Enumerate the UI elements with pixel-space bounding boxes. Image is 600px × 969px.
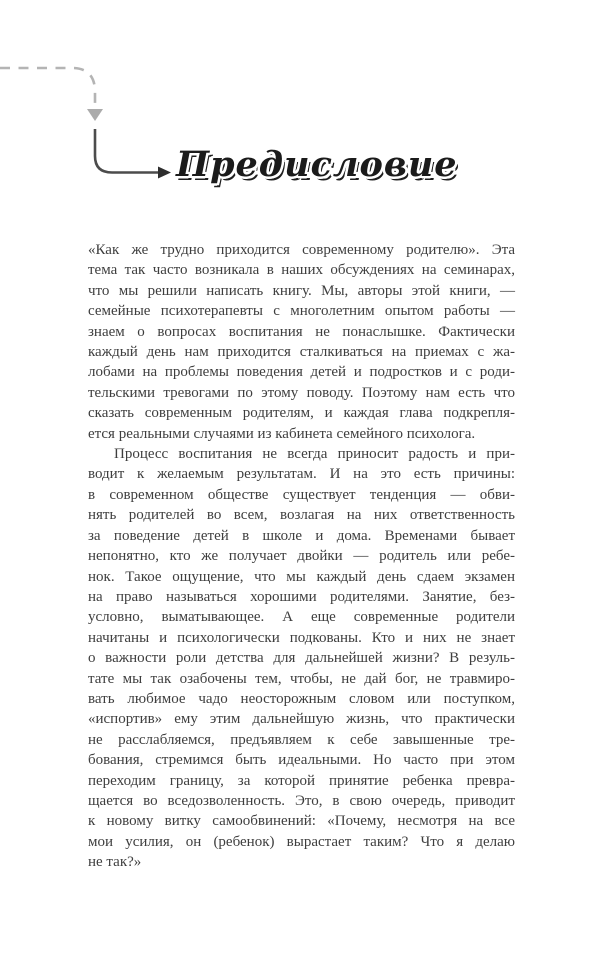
chapter-title: Предисловие (176, 144, 458, 185)
text-line: тема так часто возникала в наших обсуждениях на семинарах, (88, 262, 515, 279)
text-line: «испортив» ему этим дальнейшую жизнь, что практически (88, 711, 515, 728)
text-line: сказать современным родителям, и каждая глава подкрепля- (88, 405, 515, 422)
text-line: к новому витку самообвинений: «Почему, несмотря на все (88, 813, 515, 830)
text-line: Процесс воспитания не всегда приносит радость и при- (114, 446, 515, 463)
text-line: «Как же трудно приходится современному родителю». Эта (88, 242, 515, 258)
text-line: условно, выматывающее. А еще современные родители (88, 609, 515, 626)
text-line: переходим границу, за которой принятие ребенка превра- (88, 772, 515, 789)
text-line: за поведение детей в школе и дома. Временами бывает (88, 527, 515, 544)
dashed-line (0, 68, 95, 106)
solid-line (95, 129, 160, 173)
text-line: щается во вседозволенность. Это, в свою очередь, приводит (88, 792, 515, 809)
text-line: начитаны и психологически подкованы. Кто и них не знает (88, 629, 515, 646)
text-line: на право называться хорошими родителями. Занятие, без- (88, 588, 515, 605)
text-line: мои усилия, он (ребенок) вырастает таким? Что я делаю (88, 833, 515, 850)
right-arrowhead-icon (158, 167, 171, 179)
text-line: нять родителей во всем, возлагая на них ответственность (88, 507, 515, 524)
text-line: знаем о вопросах воспитания не понаслышке. Фактически (88, 323, 515, 340)
text-line: каждый день нам приходится сталкиваться на приемах с жа- (88, 344, 515, 361)
text-line: тельскими тревогами по этому поводу. Поэтому нам есть что (88, 384, 515, 401)
down-arrowhead-icon (87, 109, 103, 121)
body-text (88, 240, 515, 873)
text-line: о важности роли детства для дальнейшей жизни? В резуль- (88, 650, 515, 667)
text-line: водит к желаемым результатам. И на это есть причины: (88, 466, 515, 483)
text-line: непонятно, кто же получает двойки — родитель или ребе- (88, 548, 515, 565)
text-line: что мы решили написать книгу. Мы, авторы этой книги, — (88, 282, 515, 299)
text-line: вать любимое чадо неосторожным словом или поступком, (88, 690, 515, 707)
text-line: лобами на проблемы поведения детей и подростков и с роди- (88, 364, 515, 381)
text-line: семейные психотерапевты с многолетним опытом работы — (88, 303, 515, 320)
text-line: не так?» (88, 854, 142, 871)
arrow-decoration (0, 0, 600, 230)
text-line: в современном обществе существует тенденция — обви- (88, 486, 515, 503)
text-line: не расслабляемся, предъявляем к себе завышенные тре- (88, 731, 515, 748)
paragraph-2 (88, 444, 515, 873)
text-line: бования, стремимся быть идеальными. Но часто при этом (88, 752, 515, 769)
text-line: тате мы так озабочены тем, чтобы, не дай бог, не травмиро- (88, 670, 515, 687)
text-line: нок. Такое ощущение, что мы каждый день сдаем экзамен (88, 568, 515, 585)
text-line: ется реальными случаями из кабинета семейного психолога. (88, 425, 476, 442)
paragraph-1 (88, 240, 515, 444)
